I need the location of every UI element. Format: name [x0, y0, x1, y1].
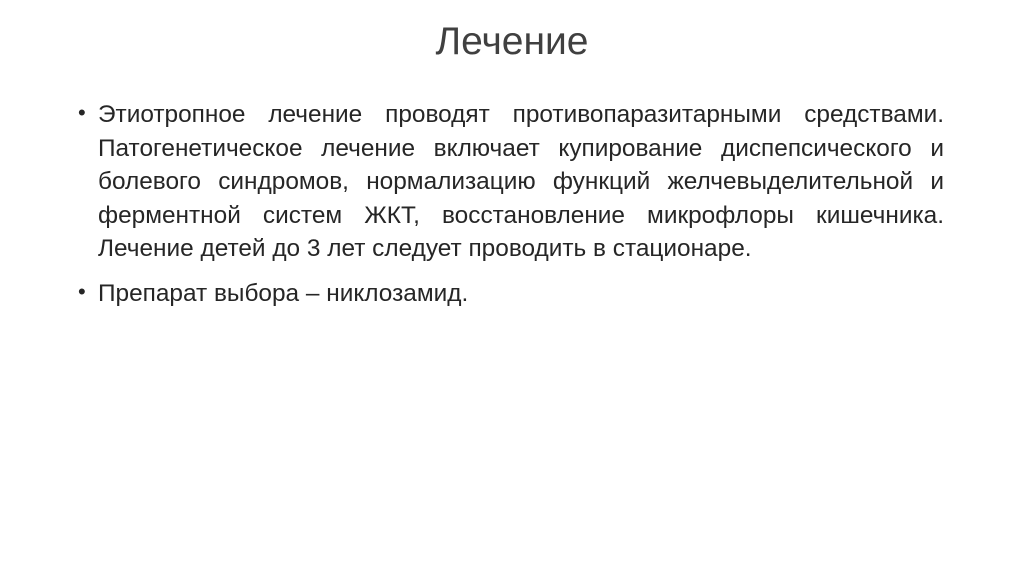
bullet-item [78, 277, 944, 311]
bullet-text: Препарат выбора – никлозамид. [98, 279, 469, 307]
bullet-text: Этиотропное лечение проводят противопаразитарными средствами. Патогенетическое лечение включает купирование диспепсического и болевого синдромов, нормализацию функций желчевыделительной и ферментной систем ЖКТ, восстановление микрофлоры кишечника. Лечение детей до 3 лет следует проводить в стационаре. [98, 101, 944, 262]
bullet-marker-icon: • [78, 278, 86, 304]
slide-title: Лечение [435, 20, 589, 63]
bullet-list [78, 98, 944, 321]
bullet-item [78, 98, 944, 266]
bullet-marker-icon: • [78, 100, 86, 125]
